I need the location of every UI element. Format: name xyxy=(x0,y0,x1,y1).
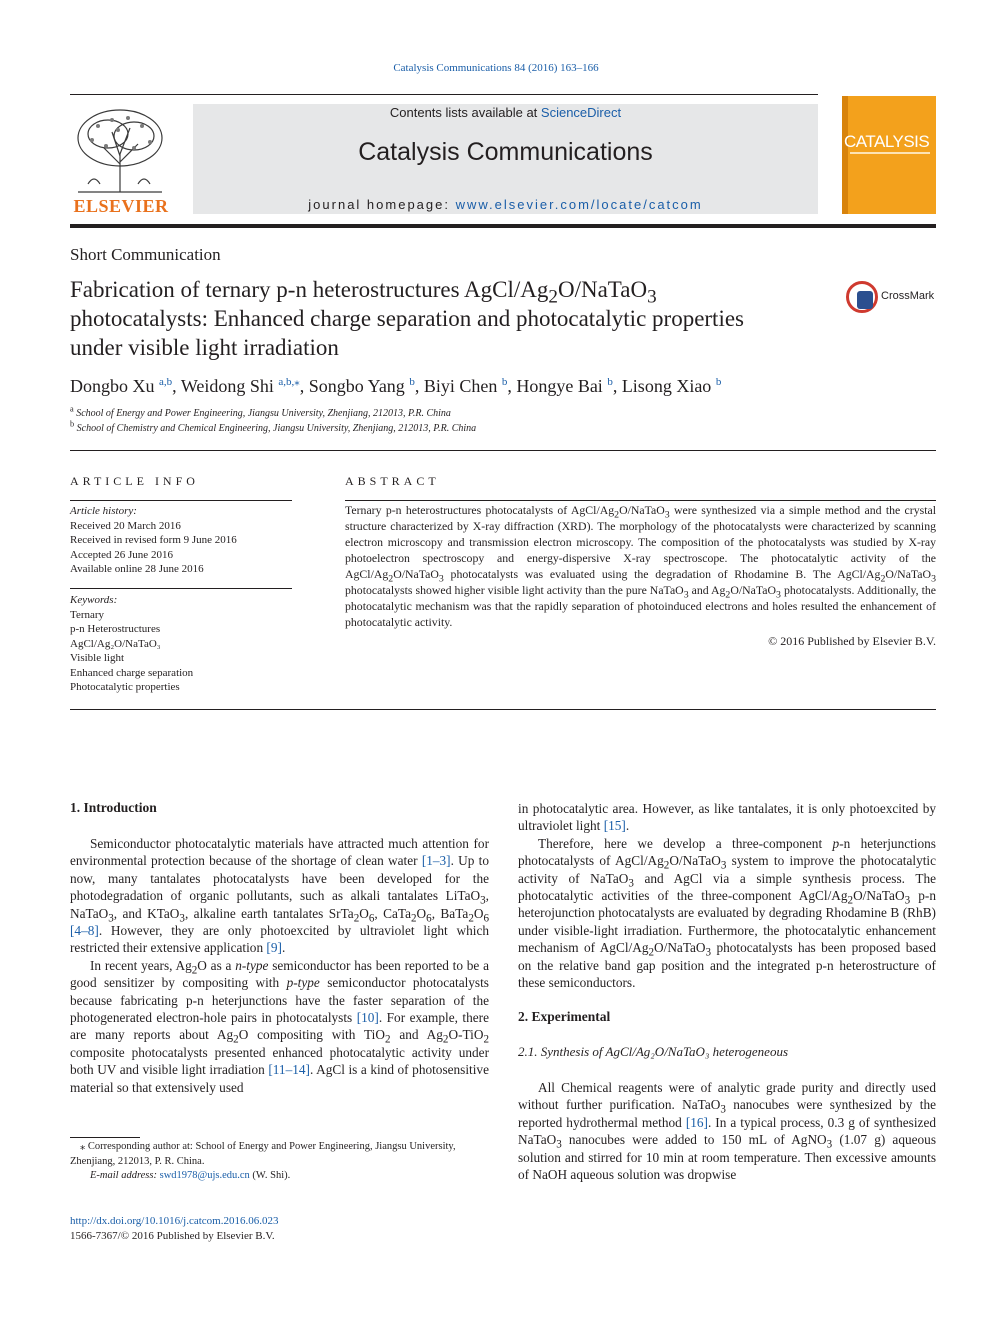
crossmark-label: CrossMark xyxy=(881,290,935,302)
author-name[interactable]: Biyi Chen xyxy=(423,376,498,396)
keyword: Photocatalytic properties xyxy=(70,681,180,693)
elsevier-wordmark: ELSEVIER xyxy=(73,196,169,216)
keyword: p-n Heterostructures xyxy=(70,623,161,635)
author-affiliation[interactable]: a,b,⁎ xyxy=(278,376,300,388)
cover-strip xyxy=(842,96,848,214)
crossmark-badge[interactable] xyxy=(846,281,936,315)
author-affiliation[interactable]: b xyxy=(501,376,508,388)
abstract-body: Ternary p-n heterostructures photocatalysts of AgCl/$Ag_2O/NaTaO_3$ were synthesized via a simple method and the crystal structure characterized by X-ray diffraction (XRD). The morphology of the photocatalysts were characterized by scanning electron microscopy and transmission electron microscopy. The composition of the photocatalysts was studied by X-ray photoelectron spectroscopy and energy-dispersive X-ray spectroscope. The photocatalytic activity of the AgCl/$Ag_2O/NaTaO_3$ photocatalysts was evaluated using the degradation of Rhodamine B. The AgCl/$Ag_2O/NaTaO_3$ photocatalysts showed higher visible light activity than the pure NaTaO$_3$ and $Ag_2O/NaTaO_3$ photocatalysts. Additionally, the photocatalytic mechanism was that the rapidly separation of photoinduced electrons and holes resulted the enhancement of photocatalytic activity. xyxy=(345,503,936,629)
copyright-line: © 2016 Published by Elsevier B.V. xyxy=(768,634,936,648)
author-name[interactable]: Hongye Bai xyxy=(516,376,603,396)
email-link[interactable]: swd1978@ujs.edu.cn xyxy=(159,1170,250,1181)
sciencedirect-link[interactable]: ScienceDirect xyxy=(540,105,622,120)
journal-reference[interactable]: Catalysis Communications 84 (2016) 163–166 xyxy=(393,62,599,74)
divider xyxy=(70,450,936,451)
author-name[interactable]: Dongbo Xu xyxy=(70,376,155,396)
citation-link[interactable]: [16] xyxy=(685,1114,708,1130)
section-heading-experimental: 2. Experimental xyxy=(518,1009,611,1024)
author-affiliation[interactable]: b xyxy=(715,376,722,388)
article-type: Short Communication xyxy=(70,245,221,264)
doi-link[interactable]: http://dx.doi.org/10.1016/j.catcom.2016.06.023 xyxy=(70,1215,279,1227)
header-thick-rule xyxy=(70,224,936,228)
keywords: Keywords: Ternary p-n Heterostructures AgCl/Ag₂O/NaTaO₃ Visible light Enhanced charge separation Photocatalytic properties xyxy=(70,593,292,695)
divider xyxy=(70,709,936,710)
contents-line: Contents lists available at ScienceDirect xyxy=(389,105,622,120)
keyword: Ternary xyxy=(70,608,105,621)
citation-link[interactable]: [9] xyxy=(266,940,282,956)
abstract-heading: ABSTRACT xyxy=(345,474,440,488)
homepage-link[interactable]: www.elsevier.com/locate/catcom xyxy=(455,197,703,212)
section-heading-introduction: 1. Introduction xyxy=(70,800,157,815)
author-name[interactable]: Lisong Xiao xyxy=(621,376,712,396)
affiliation-b: $^b$ School of Chemistry and Chemical Engineering, Jiangsu University, Zhenjiang, 212013, P.R. China xyxy=(70,419,477,434)
doi-block: http://dx.doi.org/10.1016/j.catcom.2016.06.023 1566-7367/© 2016 Published by Elsevier B.V. xyxy=(70,1215,279,1242)
footnote-rule xyxy=(70,1137,140,1138)
citation-link[interactable]: [10] xyxy=(356,1010,379,1026)
affiliation-a: $^a$ School of Energy and Power Engineering, Jiangsu University, Zhenjiang, 212013, P.R. China xyxy=(70,404,451,419)
author-affiliation[interactable]: a,b xyxy=(159,376,173,388)
citation-link[interactable]: [15] xyxy=(603,818,626,834)
author-affiliation[interactable]: b xyxy=(607,376,613,388)
citation-link[interactable]: [4–8] xyxy=(70,923,99,939)
article-info-heading: ARTICLE INFO xyxy=(70,474,199,488)
keyword: AgCl/Ag₂O/NaTaO₃ xyxy=(70,637,161,650)
journal-title: Catalysis Communications xyxy=(358,138,653,166)
introduction-continued: in photocatalytic area. However, as like tantalates, it is only photoexcited by ultraviolet light [15]. Therefore, here we develop a three-component p-n heterjunctions photocatalysts of AgCl/$Ag_2O/NaTaO_3$ system to improve the photocatalytic activity of NaTaO$_3$ and AgCl via a simple synthesis process. The photocatalytic activities of the three-component AgCl/$Ag_2O/NaTaO_3$ p-n heterojunction photocatalysts are evaluated by degrading Rhodamine B (RhB) under visible-light irradiation. Furthermore, the photocatalytic enhancement mechanism of AgCl/$Ag_2O/NaTaO_3$ photocatalysts has been proposed based on the relative band gap position and the integrated p-n heterostructure of these semiconductors. xyxy=(518,801,937,991)
divider xyxy=(345,500,936,501)
citation-link[interactable]: [11–14] xyxy=(268,1062,310,1078)
experimental-text: All Chemical reagents were of analytic grade purity and directly used without further purification. NaTaO$_3$ nanocubes were synthesized by the reported hydrothermal method [16]. In a typical process, 0.3 g of synthesized NaTaO$_3$ nanocubes were added to 150 mL of AgNO$_3$ (1.07 g) aqueous solution and stirred for 10 min at room temperature. Then excessive amounts of NaOH aqueous solution was dropwise xyxy=(518,1080,937,1183)
cover-title: CATALYSIS xyxy=(844,132,930,151)
author-name[interactable]: Weidong Shi xyxy=(180,376,274,396)
subsection-heading-synthesis: 2.1. Synthesis of AgCl/Ag₂O/NaTaO₃ heterogeneous xyxy=(518,1044,788,1059)
journal-cover-thumbnail[interactable] xyxy=(842,96,936,214)
divider xyxy=(70,588,292,589)
journal-homepage: journal homepage: www.elsevier.com/locate/catcom xyxy=(308,197,703,212)
citation-link[interactable]: [1–3] xyxy=(421,853,451,869)
keyword: Enhanced charge separation xyxy=(70,666,194,679)
author-list: Dongbo Xu $^{a,b}$, Weidong Shi $^{a,b,⁎}$, Songbo Yang $^b$, Biyi Chen $^b$, Hongye Bai $^b$, Lisong Xiao $^b$ xyxy=(70,376,722,396)
divider xyxy=(70,500,292,501)
author-name[interactable]: Songbo Yang xyxy=(308,376,405,396)
corresponding-author-note: ⁎ Corresponding author at: School of Energy and Power Engineering, Jiangsu University, Zhenjiang, 212013, P. R. China. E-mail address: swd1978@ujs.edu.cn (W. Shi). xyxy=(70,1141,456,1181)
cover-underline xyxy=(850,152,930,154)
article-title: Fabrication of ternary p-n heterostructures AgCl/$Ag_2O/NaTaO_3$ photocatalysts: Enhanced charge separation and photocatalytic properties under visible light irradiation xyxy=(70,277,744,360)
author-affiliation[interactable]: b xyxy=(409,376,415,388)
crossmark-icon xyxy=(846,281,878,313)
keyword: Visible light xyxy=(70,652,125,664)
header-rule xyxy=(70,94,818,95)
article-history: Article history: Received 20 March 2016 Received in revised form 9 June 2016 Accepted 26 June 2016 Available online 28 June 2016 xyxy=(70,505,237,575)
introduction-text: Semiconductor photocatalytic materials have attracted much attention for environmental protection because of the shortage of clean water [1–3]. Up to now, many tantalates photocatalysts have been developed for the photodegradation of organic pollutants, such as alkali tantalates LiTaO$_3$, NaTaO$_3$, and KTaO$_3$, alkaline earth tantalates $SrTa_2O_6$, $CaTa_2O_6$, $BaTa_2O_6$ [4–8]. However, they are only photoexcited by ultraviolet light which restricted their extensive application [9]. In recent years, $Ag_2O$ as a n-type semiconductor has been reported to be a good sensitizer by compositing with p-type semiconductor photocatalysts because fabricating p-n heterjunctions have the faster separation of the photogenerated electron-hole pairs in photocatalysts [10]. For example, there are many reports about $Ag_2O$ compositing with TiO$_2$ and $Ag_2O-TiO_2$ composite photocatalysts presented enhanced photocatalytic activity under both UV and visible light irradiation [11–14]. AgCl is a kind of photosensitive material so that extensively used xyxy=(70,836,490,1095)
